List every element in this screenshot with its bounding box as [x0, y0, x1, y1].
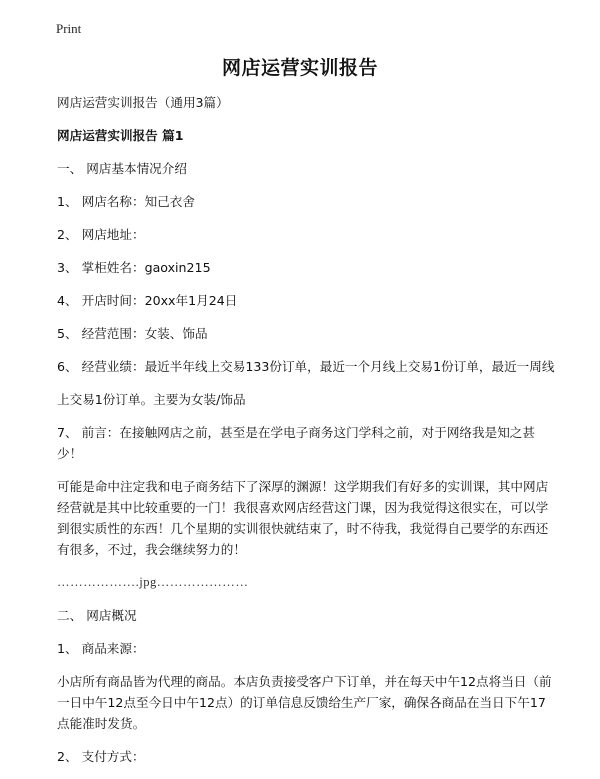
document-title: 网店运营实训报告	[221, 57, 378, 79]
document-subtitle: 网店运营实训报告（通用3篇）	[57, 95, 229, 110]
print-label[interactable]: Print	[56, 21, 82, 36]
paragraph-basic-info-heading: 一、 网店基本情况介绍	[57, 161, 187, 176]
paragraph-business-scope: 5、 经营范围：女装、饰品	[57, 326, 208, 341]
paragraph-preface: 7、 前言：在接触网店之前，甚至是在学电子商务这门学科之前，对于网络我是知之甚少！	[57, 425, 535, 461]
paragraph-payment-method: 2、 支付方式：	[57, 749, 145, 764]
paragraph-preface-body: 可能是命中注定我和电子商务结下了深厚的渊源！这学期我们有好多的实训课，其中网店经营就是其中比较重要的一门！我很喜欢网店经营这门课，因为我觉得这很实在，可以学到很实质性的东西！几个星期的实训很快就结束了，时不待我，我觉得自己要学的东西还有很多，不过，我会继续努力的！	[57, 479, 549, 557]
paragraph-overview-heading: 二、 网店概况	[57, 608, 137, 623]
paragraph-performance-cont: 上交易1份订单。主要为女装/饰品	[57, 392, 246, 407]
document-body	[57, 92, 557, 779]
paragraph-performance: 6、 经营业绩：最近半年线上交易133份订单，最近一个月线上交易1份订单，最近一周线	[57, 359, 555, 374]
image-placeholder-line: ……………….jpg…………………	[57, 575, 249, 589]
paragraph-shop-address: 2、 网店地址：	[57, 227, 145, 242]
paragraph-open-date: 4、 开店时间：20xx年1月24日	[57, 293, 238, 308]
paragraph-product-source-body: 小店所有商品皆为代理的商品。本店负责接受客户下订单，并在每天中午12点将当日（前一日中午12点至今日中午12点）的订单信息反馈给生产厂家，确保各商品在当日下午17点能准时发货。	[57, 674, 552, 731]
paragraph-shop-name: 1、 网店名称：知己衣舍	[57, 194, 195, 209]
paragraph-product-source: 1、 商品来源：	[57, 641, 145, 656]
paragraph-owner-name: 3、 掌柜姓名：gaoxin215	[57, 260, 211, 275]
section-heading: 网店运营实训报告 篇1	[57, 128, 184, 143]
